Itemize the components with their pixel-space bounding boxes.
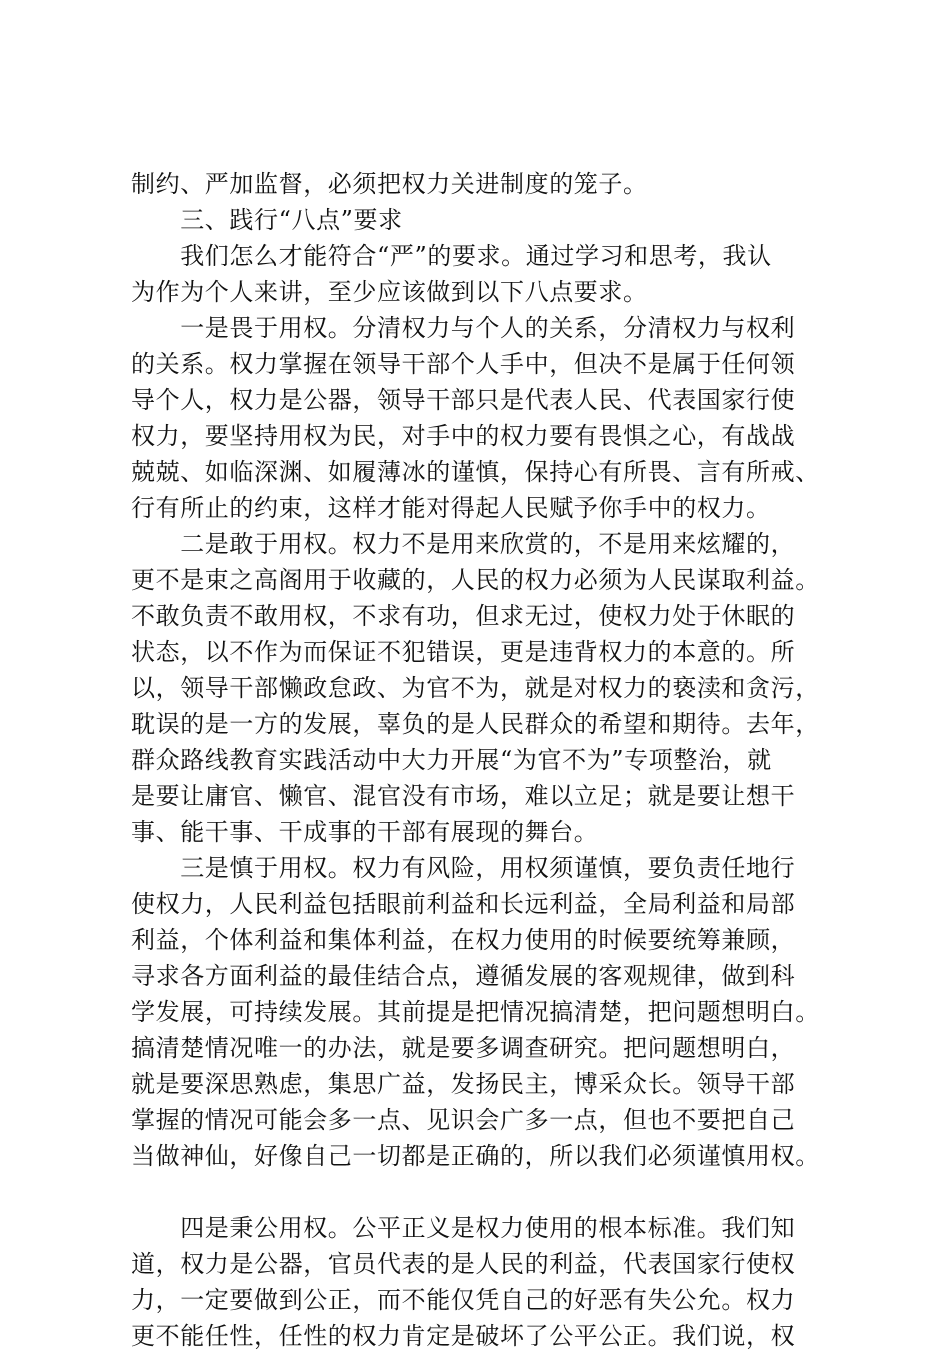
text-line: 为作为个人来讲，至少应该做到以下八点要求。 bbox=[131, 278, 648, 306]
text-line: 当做神仙，好像自己一切都是正确的，所以我们必须谨慎用权。 bbox=[131, 1142, 820, 1170]
text-line: 学发展，可持续发展。其前提是把情况搞清楚，把问题想明白。 bbox=[131, 998, 820, 1026]
text-line: 寻求各方面利益的最佳结合点，遵循发展的客观规律，做到科 bbox=[131, 962, 796, 990]
text-line: 状态，以不作为而保证不犯错误，更是违背权力的本意的。所 bbox=[131, 638, 796, 666]
text-line: 四是秉公用权。公平正义是权力使用的根本标准。我们知 bbox=[131, 1214, 796, 1242]
text-line: 我们怎么才能符合“严”的要求。通过学习和思考，我认 bbox=[131, 242, 772, 270]
text-line: 行有所止的约束，这样才能对得起人民赋予你手中的权力。 bbox=[131, 494, 771, 522]
text-line: 利益，个体利益和集体利益，在权力使用的时候要统筹兼顾， bbox=[131, 926, 796, 954]
text-line: 导个人，权力是公器，领导干部只是代表人民、代表国家行使 bbox=[131, 386, 796, 414]
text-line: 二是敢于用权。权力不是用来欣赏的，不是用来炫耀的， bbox=[131, 530, 796, 558]
text-line: 兢兢、如临深渊、如履薄冰的谨慎，保持心有所畏、言有所戒、 bbox=[131, 458, 820, 486]
text-line: 以，领导干部懒政怠政、为官不为，就是对权力的亵渎和贪污， bbox=[131, 674, 820, 702]
text-line: 制约、严加监督，必须把权力关进制度的笼子。 bbox=[131, 170, 648, 198]
text-line: 力，一定要做到公正，而不能仅凭自己的好恶有失公允。权力 bbox=[131, 1286, 796, 1314]
text-line: 道，权力是公器，官员代表的是人民的利益，代表国家行使权 bbox=[131, 1250, 796, 1278]
text-line: 事、能干事、干成事的干部有展现的舞台。 bbox=[131, 818, 599, 846]
text-line: 搞清楚情况唯一的办法，就是要多调查研究。把问题想明白， bbox=[131, 1034, 796, 1062]
text-line: 的关系。权力掌握在领导干部个人手中，但决不是属于任何领 bbox=[131, 350, 796, 378]
text-line: 一是畏于用权。分清权力与个人的关系，分清权力与权利 bbox=[131, 314, 796, 342]
text-line: 是要让庸官、懒官、混官没有市场，难以立足；就是要让想干 bbox=[131, 782, 796, 810]
section-heading: 三、践行“八点”要求 bbox=[131, 206, 403, 234]
text-line: 权力，要坚持用权为民，对手中的权力要有畏惧之心，有战战 bbox=[131, 422, 796, 450]
text-line: 三是慎于用权。权力有风险，用权须谨慎，要负责任地行 bbox=[131, 854, 796, 882]
text-line: 耽误的是一方的发展，辜负的是人民群众的希望和期待。去年， bbox=[131, 710, 820, 738]
text-line: 更不能任性，任性的权力肯定是破坏了公平公正。我们说，权 bbox=[131, 1322, 796, 1350]
text-line: 群众路线教育实践活动中大力开展“为官不为”专项整治，就 bbox=[131, 746, 772, 774]
text-line: 就是要深思熟虑，集思广益，发扬民主，博采众长。领导干部 bbox=[131, 1070, 796, 1098]
text-line: 不敢负责不敢用权，不求有功，但求无过，使权力处于休眠的 bbox=[131, 602, 796, 630]
text-line: 使权力，人民利益包括眼前利益和长远利益，全局利益和局部 bbox=[131, 890, 796, 918]
text-line: 更不是束之高阁用于收藏的，人民的权力必须为人民谋取利益。 bbox=[131, 566, 820, 594]
text-line: 掌握的情况可能会多一点、见识会广多一点，但也不要把自己 bbox=[131, 1106, 796, 1134]
